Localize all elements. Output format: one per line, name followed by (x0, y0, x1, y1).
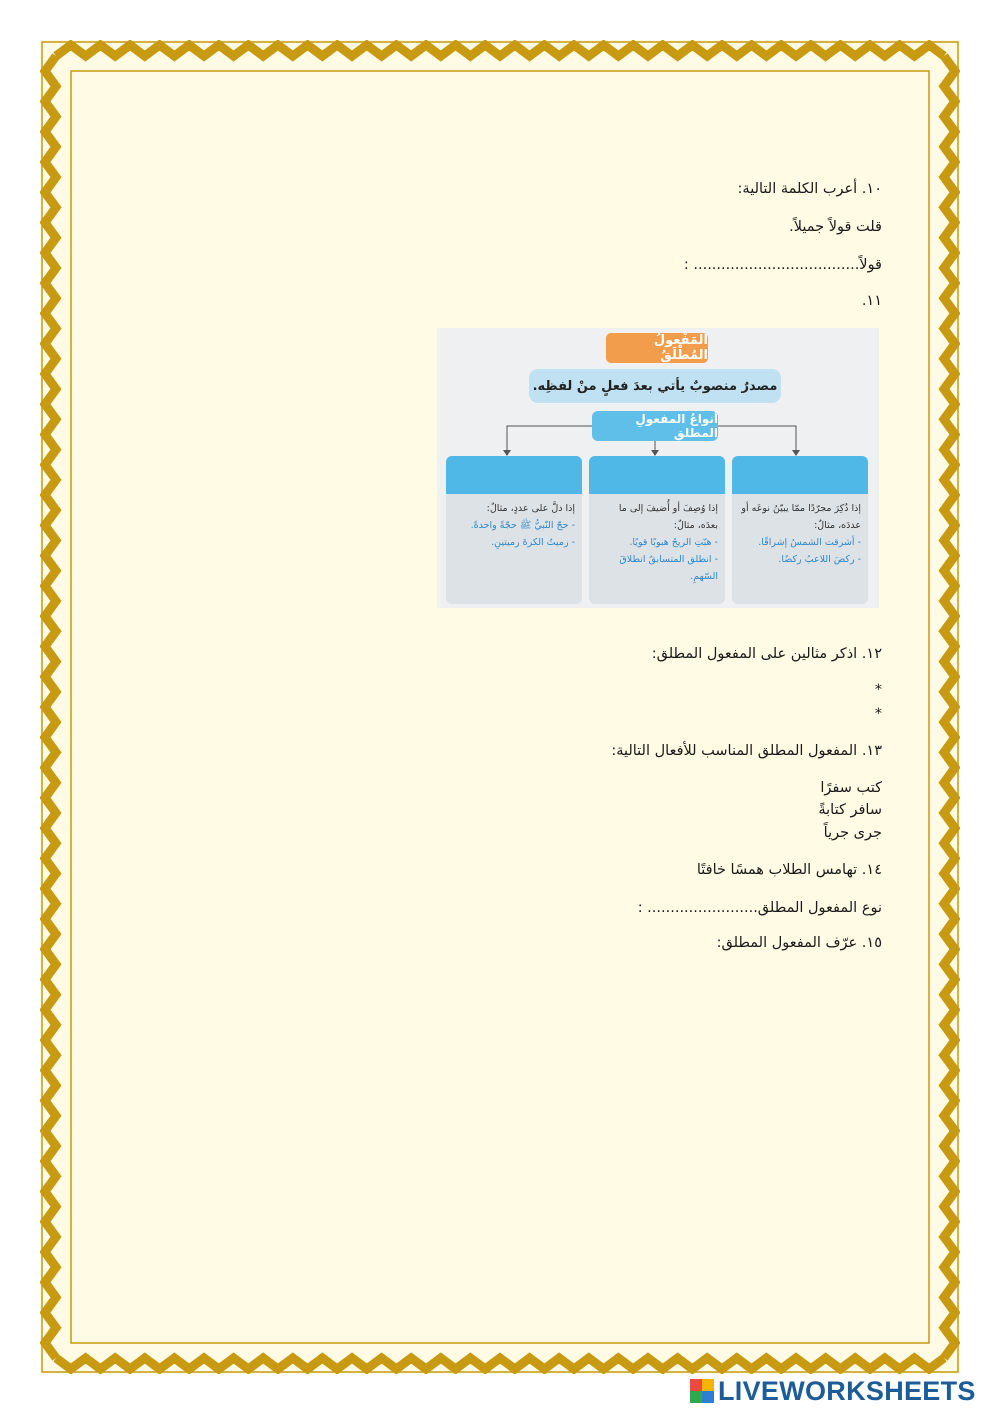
diagram-types-label: أنواعُ المفعولِ المطلقِ (592, 411, 718, 441)
card-description: إذا دلَّ على عددٍ، مثالٌ: (486, 503, 575, 514)
decorative-zigzag-border (40, 40, 960, 1374)
absolute-object-diagram (437, 328, 879, 608)
card-header-bar (446, 456, 582, 494)
logo-square-yellow (702, 1379, 714, 1391)
question-15-heading: ١٥. عرّف المفعول المطلق: (716, 935, 882, 951)
zigzag-border-segment (56, 45, 944, 56)
question-12-heading: ١٢. اذكر مثالين على المفعول المطلق: (651, 646, 882, 662)
logo-wordmark: LIVEWORKSHEETS (718, 1375, 976, 1406)
card-example: - حجّ النّبيُّ ﷺ حجّةً واحدةً. (470, 520, 575, 531)
question-10-sentence: قلت قولاً جميلاً. (789, 219, 882, 235)
card-description: إذا ذُكِرَ مجرّدًا ممّا يبيّنُ نوعَه أو عددَه، مثالٌ: (741, 503, 861, 531)
question-13-item[interactable]: سافر كتابةً (818, 802, 882, 818)
card-example: - هبّتِ الريحُ هبوبًا قويًا. (629, 537, 718, 548)
border-frame-line (42, 42, 958, 1372)
question-13-heading: ١٣. المفعول المطلق المناسب للأفعال التالية: (611, 743, 882, 759)
card-description: إذا وُصِفَ أو أُضيفَ إلى ما بعدَه، مثالٌ: (618, 503, 718, 531)
question-12-bullet[interactable]: * (874, 706, 882, 722)
question-13-item[interactable]: كتب سفرًا (820, 780, 882, 796)
card-example: - ركضَ اللاعبُ ركضًا. (778, 554, 861, 565)
question-14-heading: ١٤. تهامس الطلاب همسًا خافتًا (696, 862, 882, 878)
card-header-bar (732, 456, 868, 494)
diagram-card-type-3 (446, 456, 582, 604)
diagram-card-type-2 (589, 456, 725, 604)
liveworksheets-logo[interactable] (690, 1374, 976, 1408)
logo-square-red (690, 1379, 702, 1391)
question-14-answer-line[interactable]: نوع المفعول المطلق........................ : (637, 900, 882, 916)
question-10-heading: ١٠. أعرب الكلمة التالية: (737, 181, 882, 197)
diagram-title: المَفْعولُ المُطْلَقُ (606, 333, 708, 363)
liveworksheets-logo-icon (690, 1379, 714, 1403)
zigzag-border-segment (944, 56, 955, 1358)
diagram-definition: مصدرٌ منصوبٌ يأتي بعدَ فعلٍ منْ لفظِه. (529, 369, 781, 403)
question-11-heading: ١١. (861, 293, 882, 309)
card-example: - أشرقت الشمسُ إشراقًا. (758, 537, 861, 548)
card-header-bar (589, 456, 725, 494)
question-13-item[interactable]: جرى جرياً (823, 825, 882, 841)
card-example: - رميتُ الكرةَ رميتينِ. (491, 537, 575, 548)
question-12-bullet[interactable]: * (874, 682, 882, 698)
zigzag-border-segment (56, 1358, 944, 1369)
diagram-card-type-1 (732, 456, 868, 604)
card-example: - انطلق المتسابقُ انطلاقَ السّهمِ. (619, 554, 718, 582)
zigzag-border-segment (45, 56, 56, 1358)
logo-square-green (690, 1391, 702, 1403)
question-10-answer-line[interactable]: قولاً.................................... : (683, 257, 882, 273)
logo-square-blue (702, 1391, 714, 1403)
